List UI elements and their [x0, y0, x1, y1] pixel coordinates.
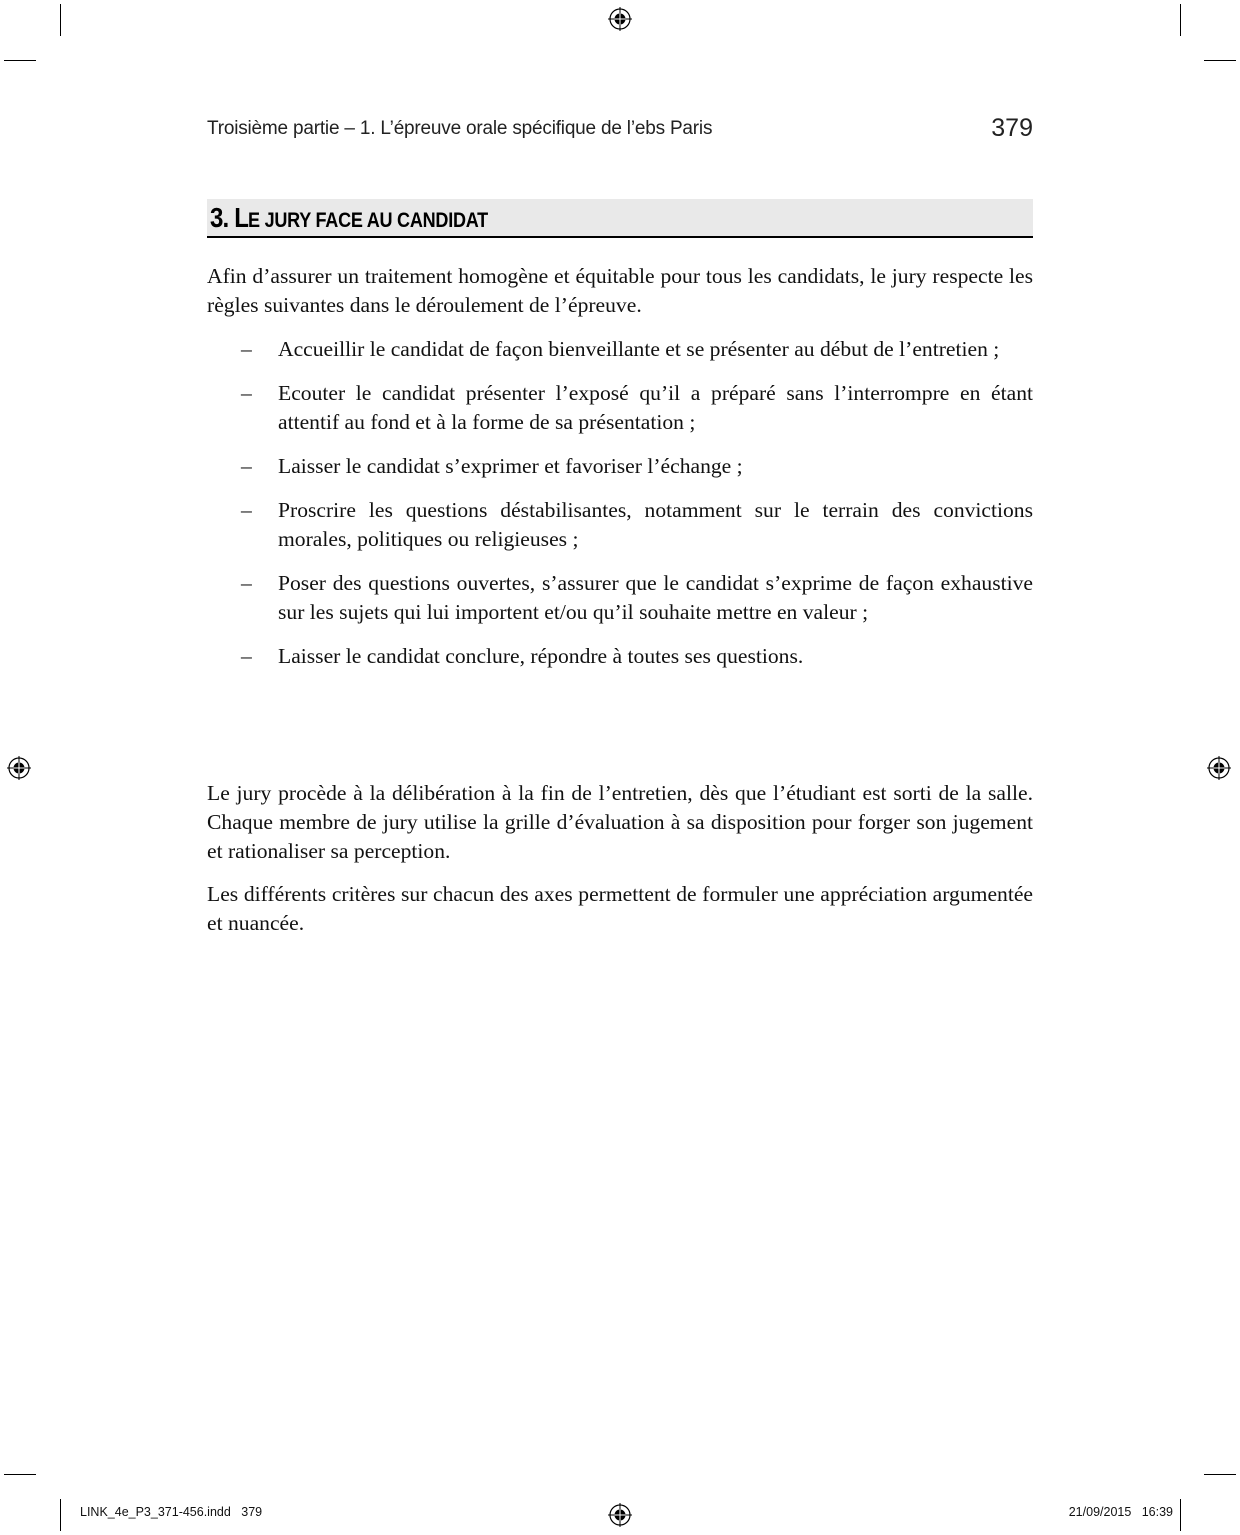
- criteria-paragraph: Les différents critères sur chacun des axes permettent de formuler une appréciation argumentée et nuancée.: [207, 882, 1033, 935]
- list-item: [207, 452, 1033, 481]
- bullet-dash: –: [241, 381, 252, 405]
- list-item: [207, 496, 1033, 554]
- crop-mark-top-right-vertical: [1180, 4, 1181, 36]
- section-number: 3.: [210, 202, 229, 233]
- registration-mark-icon: [1207, 756, 1231, 780]
- section-title-rest: E JURY FACE AU CANDIDAT: [248, 209, 488, 232]
- bullet-dash: –: [241, 337, 252, 361]
- list-item: [207, 569, 1033, 627]
- bullet-dash: –: [241, 571, 252, 595]
- section-title-initial: L: [234, 202, 249, 233]
- list-item-text: Ecouter le candidat présenter l’exposé qu’il a préparé sans l’interrompre en étant attentif au fond et à la forme de sa présentation ;: [278, 381, 1033, 434]
- list-item-text: Accueillir le candidat de façon bienveillante et se présenter au début de l’entretien ;: [278, 337, 1000, 361]
- section-heading: [207, 199, 1033, 238]
- list-item-text: Laisser le candidat s’exprimer et favoriser l’échange ;: [278, 454, 743, 478]
- running-head-title: Troisième partie – 1. L’épreuve orale spécifique de l’ebs Paris: [207, 118, 713, 139]
- slug-filename: LINK_4e_P3_371-456.indd 379: [80, 1505, 263, 1519]
- slug-timestamp: 21/09/2015 16:39: [1068, 1505, 1173, 1519]
- section-heading-text: [210, 202, 488, 237]
- crop-mark-top-right-horizontal: [1204, 60, 1236, 61]
- intro-paragraph: Afin d’assurer un traitement homogène et équitable pour tous les candidats, le jury respecte les règles suivantes dans le déroulement de l’épreuve.: [207, 264, 1033, 317]
- bullet-dash: –: [241, 498, 252, 522]
- crop-mark-bottom-left-vertical: [60, 1499, 61, 1531]
- rules-list: [207, 335, 1033, 686]
- list-item-text: Proscrire les questions déstabilisantes, notamment sur le terrain des convictions morales, politiques ou religieuses ;: [278, 498, 1033, 551]
- registration-mark-icon: [7, 756, 31, 780]
- list-item: [207, 335, 1033, 364]
- crop-mark-bottom-right-vertical: [1180, 1499, 1181, 1531]
- list-item-text: Laisser le candidat conclure, répondre à toutes ses questions.: [278, 644, 804, 668]
- crop-mark-top-left-vertical: [60, 4, 61, 36]
- running-head: [207, 114, 1033, 148]
- list-item: [207, 379, 1033, 437]
- page-number: 379: [991, 114, 1033, 142]
- list-item: [207, 642, 1033, 671]
- crop-mark-bottom-right-horizontal: [1204, 1474, 1236, 1475]
- bullet-dash: –: [241, 644, 252, 668]
- list-item-text: Poser des questions ouvertes, s’assurer que le candidat s’exprime de façon exhaustive sur les sujets qui lui importent et/ou qu’il souhaite mettre en valeur ;: [278, 571, 1033, 624]
- deliberation-paragraph: Le jury procède à la délibération à la fin de l’entretien, dès que l’étudiant est sorti de la salle. Chaque membre de jury utilise la grille d’évaluation à sa disposition pour forger son jugement et rationaliser sa perception.: [207, 781, 1033, 863]
- bullet-dash: –: [241, 454, 252, 478]
- crop-mark-bottom-left-horizontal: [4, 1474, 36, 1475]
- registration-mark-icon: [608, 1503, 632, 1527]
- crop-mark-top-left-horizontal: [4, 60, 36, 61]
- registration-mark-icon: [608, 7, 632, 31]
